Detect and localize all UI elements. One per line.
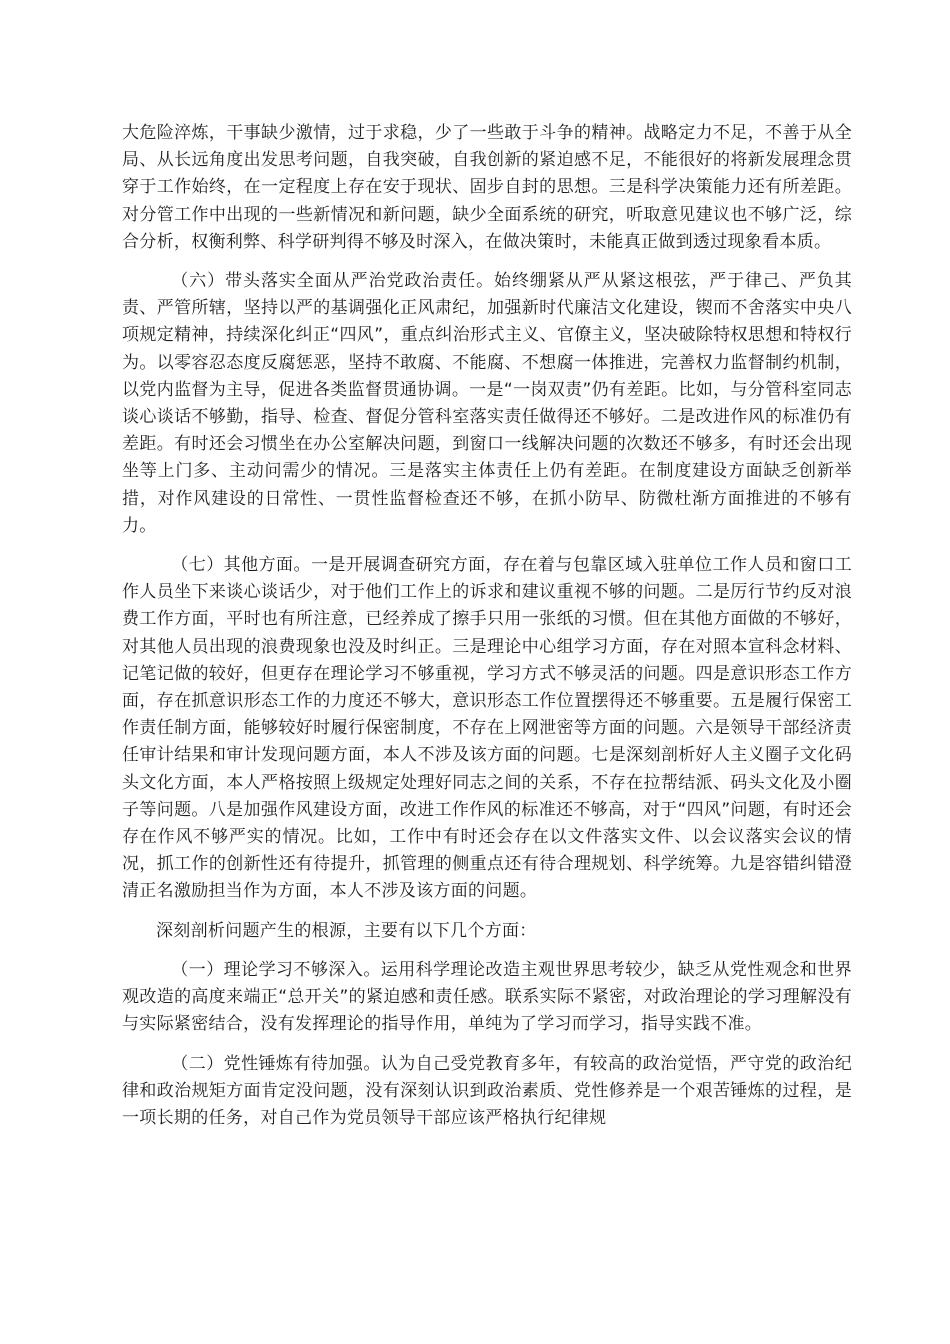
document-body bbox=[122, 120, 852, 1144]
paragraph-cause-1: （一）理论学习不够深入。运用科学理论改造主观世界思考较少，缺乏从党性观念和世界观改造的高度来端正“总开关”的紧迫感和责任感。联系实际不紧密，对政治理论的学习理解没有与实际紧密结合，没有发挥理论的指导作用，单纯为了学习而学习，指导实践不准。 bbox=[122, 959, 852, 1035]
paragraph-root-causes: 深刻剖析问题产生的根源，主要有以下几个方面： bbox=[156, 920, 537, 941]
paragraph-section-6: （六）带头落实全面从严治党政治责任。始终绷紧从严从紧这根弦，严于律己、严负其责、严管所辖，坚持以严的基调强化正风肃纪，加强新时代廉洁文化建设，锲而不舍落实中央八项规定精神，持续深化纠正“四风”，重点纠治形式主义、官僚主义，坚决破除特权思想和特权行为。以零容忍态度反腐惩恶，坚持不敢腐、不能腐、不想腐一体推进，完善权力监督制约机制，以党内监督为主导，促进各类监督贯通协调。一是“一岗双责”仍有差距。比如，与分管科室同志谈心谈话不够勤，指导、检查、督促分管科室落实责任做得还不够好。二是改进作风的标准仍有差距。有时还会习惯坐在办公室解决问题，到窗口一线解决问题的次数还不够多，有时还会出现坐等上门多、主动问需少的情况。三是落实主体责任上仍有差距。在制度建设方面缺乏创新举措，对作风建设的日常性、一贯性监督检查还不够，在抓小防早、防微杜渐方面推进的不够有力。 bbox=[122, 271, 852, 536]
paragraph-continuation: 大危险淬炼，干事缺少激情，过于求稳，少了一些敢于斗争的精神。战略定力不足，不善于从全局、从长远角度出发思考问题，自我突破，自我创新的紧迫感不足，不能很好的将新发展理念贯穿于工作始终，在一定程度上存在安于现状、固步自封的思想。三是科学决策能力还有所差距。对分管工作中出现的一些新情况和新问题，缺少全面系统的研究，听取意见建议也不够广泛，综合分析，权衡利弊、科学研判得不够及时深入，在做决策时，未能真正做到透过现象看本质。 bbox=[122, 123, 852, 252]
paragraph-cause-2: （二）党性锤炼有待加强。认为自己受党教育多年，有较高的政治觉悟，严守党的政治纪律和政治规矩方面肯定没问题，没有深刻认识到政治素质、党性修养是一个艰苦锤炼的过程，是一项长期的任务，对自己作为党员领导干部应该严格执行纪律规 bbox=[122, 1053, 852, 1128]
paragraph-section-7: （七）其他方面。一是开展调查研究方面，存在着与包靠区域入驻单位工作人员和窗口工作人员坐下来谈心谈话少，对于他们工作上的诉求和建议重视不够的问题。二是厉行节约反对浪费工作方面，平时也有所注意，已经养成了擦手只用一张纸的习惯。但在其他方面做的不够好，对其他人员出现的浪费现象也没及时纠正。三是理论中心组学习方面，存在对照本宣科念材料、记笔记做的较好，但更存在理论学习不够重视，学习方式不够灵活的问题。四是意识形态工作方面，存在抓意识形态工作的力度还不够大，意识形态工作位置摆得还不够重要。五是履行保密工作责任制方面，能够较好时履行保密制度，不存在上网泄密等方面的问题。六是领导干部经济责任审计结果和审计发现问题方面，本人不涉及该方面的问题。七是深刻剖析好人主义圈子文化码头文化方面，本人严格按照上级规定处理好同志之间的关系，不存在拉帮结派、码头文化及小圈子等问题。八是加强作风建设方面，改进工作作风的标准还不够高，对于“四风”问题，有时还会存在作风不够严实的情况。比如，工作中有时还会存在以文件落实文件、以会议落实会议的情况，抓工作的创新性还有待提升，抓管理的侧重点还有待合理规划、科学统筹。九是容错纠错澄清正名激励担当作为方面，本人不涉及该方面的问题。 bbox=[122, 555, 852, 902]
